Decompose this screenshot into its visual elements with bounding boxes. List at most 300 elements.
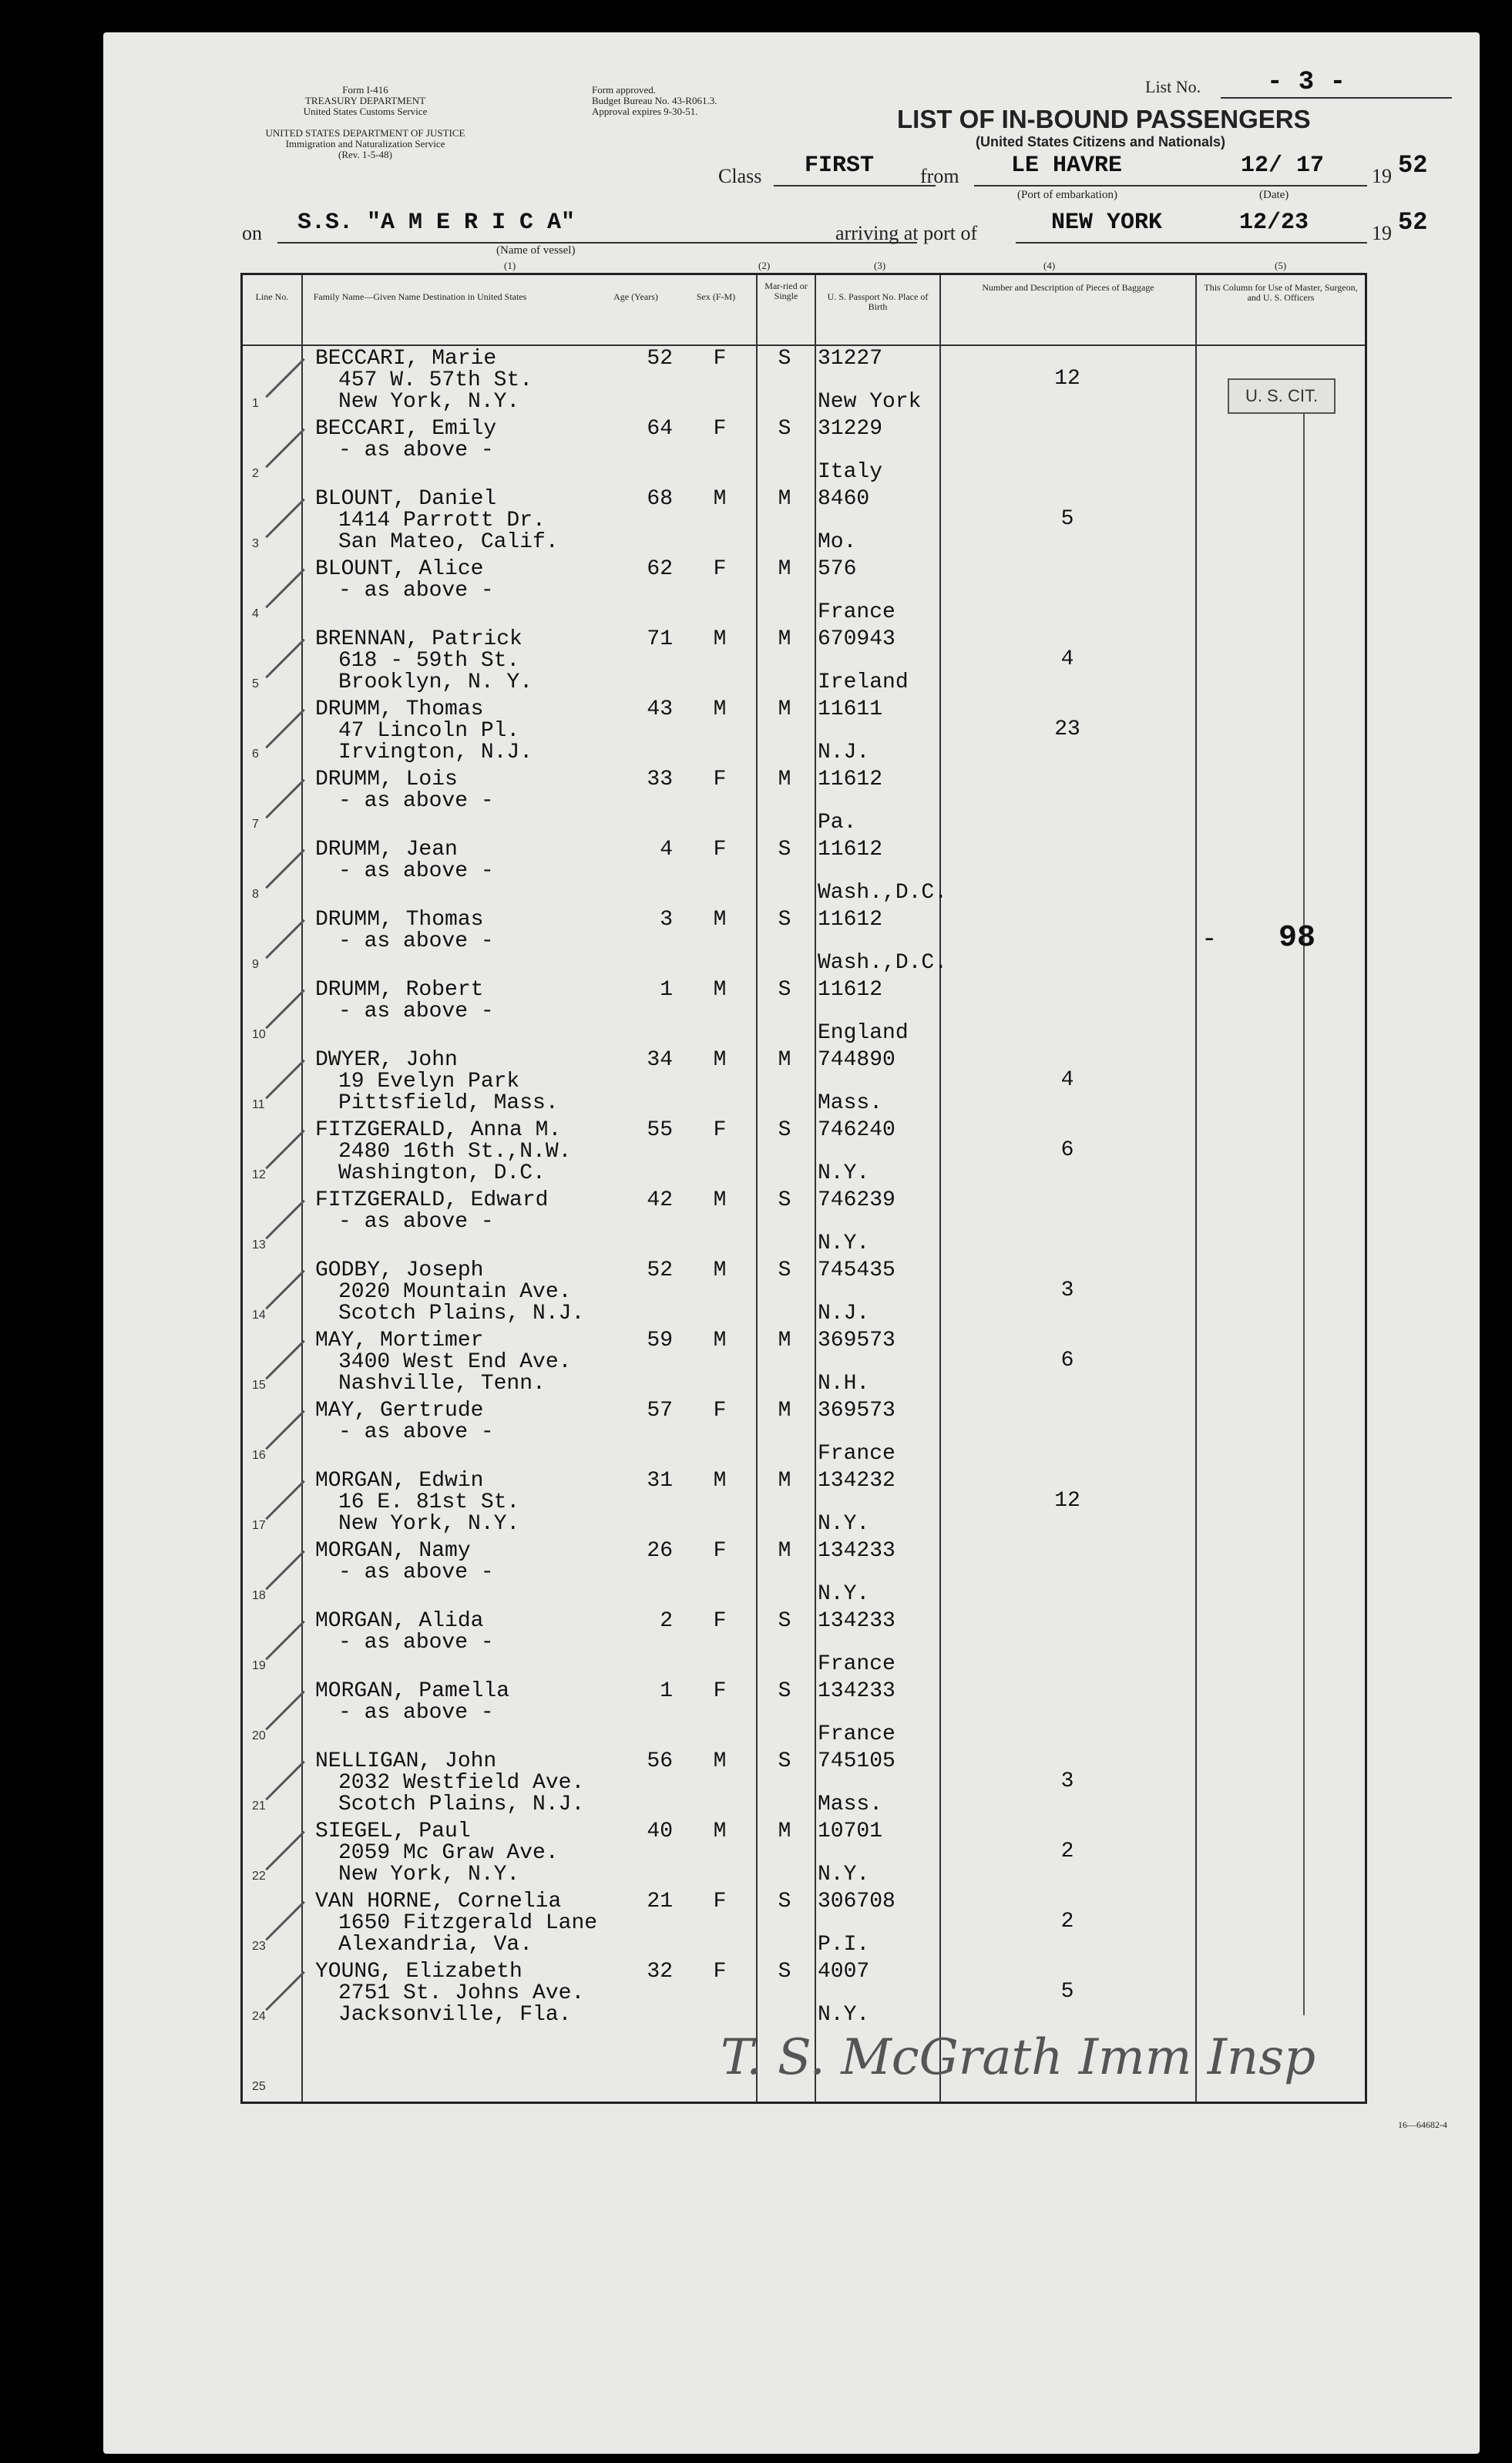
marital-status: S (778, 1609, 791, 1633)
baggage-count: 2 (1060, 1840, 1074, 1863)
col-header-line: Line No. (255, 291, 289, 302)
col-num-2: (2) (758, 260, 771, 271)
passenger-name: MAY, Gertrude (315, 1399, 484, 1423)
passenger-name: DWYER, John (315, 1048, 458, 1072)
passenger-age: 42 (647, 1188, 673, 1212)
list-number-label: List No. (1145, 77, 1201, 96)
passenger-sex: F (713, 557, 727, 581)
passenger-age: 64 (647, 417, 673, 441)
col-header-passport: U. S. Passport No. Place of Birth (827, 291, 929, 312)
baggage-count: 5 (1060, 1980, 1074, 2004)
vessel-caption: (Name of vessel) (496, 244, 576, 257)
passenger-sex: M (713, 908, 727, 932)
check-mark (265, 1971, 305, 2011)
passport-number: 8460 (818, 487, 870, 511)
place-of-birth: Mass. (818, 1091, 883, 1115)
address-line-1: 2032 Westfield Ave. (338, 1771, 585, 1795)
passenger-sex: M (713, 1258, 727, 1282)
check-mark (265, 1901, 305, 1941)
check-mark (265, 358, 305, 398)
baggage-count: 6 (1060, 1349, 1074, 1373)
passenger-sex: F (713, 768, 727, 791)
passport-number: 134233 (818, 1539, 895, 1563)
place-of-birth: Wash.,D.C. (818, 881, 948, 905)
passport-number: 4007 (818, 1960, 870, 1984)
address-line-1: 2059 Mc Graw Ave. (338, 1841, 559, 1865)
arrival-port-underline (1016, 242, 1247, 244)
marital-status: M (778, 768, 791, 791)
place-of-birth: N.Y. (818, 1582, 870, 1606)
passenger-name: MORGAN, Alida (315, 1609, 484, 1633)
place-of-birth: P.I. (818, 1933, 870, 1957)
passenger-sex: F (713, 838, 727, 862)
on-label: on (242, 222, 262, 244)
address-line-2: Nashville, Tenn. (338, 1372, 546, 1396)
vessel-name: S.S. "A M E R I C A" (297, 210, 576, 236)
passenger-sex: F (713, 347, 727, 371)
place-of-birth: N.Y. (818, 1161, 870, 1185)
baggage-count: 2 (1060, 1910, 1074, 1934)
line-number: 2 (252, 467, 259, 480)
address-line-2: New York, N.Y. (338, 1512, 520, 1536)
manifest-sheet (103, 32, 1480, 2454)
passenger-name: FITZGERALD, Edward (315, 1188, 549, 1212)
line-number: 14 (252, 1309, 266, 1322)
class-label: Class (718, 165, 762, 187)
place-of-birth: N.Y. (818, 1512, 870, 1536)
arrival-year: 52 (1398, 208, 1428, 237)
line-number: 24 (252, 2010, 266, 2023)
table-row (243, 346, 1365, 415)
table-row (243, 556, 1365, 626)
passenger-sex: F (713, 1960, 727, 1984)
line-number: 19 (252, 1659, 266, 1672)
line-number: 12 (252, 1168, 266, 1181)
check-mark (265, 1480, 305, 1520)
marital-status: M (778, 697, 791, 721)
col-header-sex: Sex (F-M) (696, 291, 736, 302)
address-line-2: Pittsfield, Mass. (338, 1091, 559, 1115)
baggage-count: 6 (1060, 1138, 1074, 1162)
line-number: 18 (252, 1589, 266, 1602)
passenger-age: 62 (647, 557, 673, 581)
passenger-sex: F (713, 1609, 727, 1633)
form-number: Form I-416 (342, 84, 388, 96)
passenger-name: DRUMM, Jean (315, 838, 458, 862)
table-row (243, 1258, 1365, 1327)
marital-status: M (778, 1048, 791, 1072)
address-line-2: New York, N.Y. (338, 390, 520, 414)
check-mark (265, 919, 305, 959)
passenger-sex: M (713, 697, 727, 721)
line-number: 22 (252, 1870, 266, 1883)
col-header-baggage: Number and Description of Pieces of Baggage (982, 282, 1154, 293)
address-line-1: - as above - (338, 579, 494, 603)
passenger-age: 33 (647, 768, 673, 791)
passenger-name: MORGAN, Namy (315, 1539, 471, 1563)
form-approved: Form approved. (592, 84, 657, 96)
check-mark (265, 1200, 305, 1240)
place-of-birth: France (818, 1442, 895, 1466)
table-row (243, 627, 1365, 696)
inspector-signature: T. S. McGrath Imm Insp (721, 2029, 1316, 2086)
marital-status: S (778, 1749, 791, 1773)
marital-status: M (778, 1329, 791, 1352)
check-mark (265, 849, 305, 889)
table-row (243, 1959, 1365, 2028)
check-mark (265, 1551, 305, 1591)
line-number: 25 (252, 2080, 266, 2093)
marital-status: S (778, 978, 791, 1002)
baggage-count: 3 (1060, 1769, 1074, 1793)
marital-status: M (778, 1469, 791, 1493)
address-line-1: - as above - (338, 1701, 494, 1725)
passport-number: 11612 (818, 978, 883, 1002)
passenger-age: 2 (660, 1609, 673, 1633)
line-number: 7 (252, 818, 259, 831)
passenger-name: MORGAN, Pamella (315, 1679, 510, 1703)
place-of-birth: France (818, 1722, 895, 1746)
baggage-count: 5 (1060, 507, 1074, 531)
col-num-3: (3) (874, 260, 886, 271)
embark-year: 52 (1398, 151, 1428, 180)
address-line-2: Scotch Plains, N.J. (338, 1302, 585, 1326)
passport-number: 369573 (818, 1399, 895, 1423)
passenger-age: 1 (660, 1679, 673, 1703)
passport-number: 369573 (818, 1329, 895, 1352)
table-row (243, 486, 1365, 556)
arrival-year-prefix: 19 (1372, 222, 1392, 244)
table-row (243, 416, 1365, 486)
form-header-justice (234, 128, 496, 160)
passenger-sex: F (713, 1890, 727, 1914)
dept-justice: UNITED STATES DEPARTMENT OF JUSTICE (265, 127, 465, 139)
passenger-age: 68 (647, 487, 673, 511)
passenger-sex: F (713, 1679, 727, 1703)
check-mark (265, 499, 305, 539)
place-of-birth: New York (818, 390, 922, 414)
address-line-2: San Mateo, Calif. (338, 530, 559, 554)
table-row (243, 1328, 1365, 1397)
passenger-age: 59 (647, 1329, 673, 1352)
passenger-name: FITZGERALD, Anna M. (315, 1118, 562, 1142)
class-value: FIRST (805, 153, 875, 179)
address-line-1: 1650 Fitzgerald Lane (338, 1911, 598, 1935)
address-line-1: - as above - (338, 439, 494, 462)
marital-status: S (778, 1890, 791, 1914)
address-line-2: Scotch Plains, N.J. (338, 1793, 585, 1816)
place-of-birth: N.H. (818, 1372, 870, 1396)
passenger-rows (243, 346, 1365, 2102)
budget-bureau: Budget Bureau No. 43-R061.3. (592, 95, 717, 106)
class-underline (774, 185, 936, 186)
passenger-sex: M (713, 978, 727, 1002)
marital-status: S (778, 838, 791, 862)
address-line-1: 2751 St. Johns Ave. (338, 1981, 585, 2005)
passport-number: 746239 (818, 1188, 895, 1212)
table-row (243, 1819, 1365, 1888)
passenger-age: 34 (647, 1048, 673, 1072)
place-of-birth: Pa. (818, 811, 857, 835)
check-mark (265, 1691, 305, 1731)
footer-code: 16—64682-4 (1398, 2119, 1447, 2130)
passenger-age: 52 (647, 1258, 673, 1282)
passenger-name: NELLIGAN, John (315, 1749, 497, 1773)
line-number: 8 (252, 888, 259, 901)
embark-caption: (Port of embarkation) (1017, 189, 1117, 201)
table-row (243, 837, 1365, 906)
embark-year-prefix: 19 (1372, 165, 1392, 187)
baggage-count: 4 (1060, 1068, 1074, 1092)
passport-number: 670943 (818, 627, 895, 651)
check-mark (265, 779, 305, 819)
place-of-birth: Mo. (818, 530, 857, 554)
manifest-subtitle: (United States Citizens and Nationals) (976, 134, 1226, 150)
table-row (243, 1398, 1365, 1467)
check-mark (265, 1270, 305, 1310)
place-of-birth: N.J. (818, 741, 870, 764)
list-number-underline (1221, 97, 1452, 99)
passenger-age: 40 (647, 1820, 673, 1843)
line-number: 13 (252, 1238, 266, 1252)
baggage-count: 3 (1060, 1279, 1074, 1302)
passenger-sex: F (713, 1118, 727, 1142)
check-mark (265, 569, 305, 609)
arriving-label: arriving at port of (835, 222, 978, 244)
passport-number: 11612 (818, 908, 883, 932)
passenger-name: GODBY, Joseph (315, 1258, 484, 1282)
marital-status: S (778, 1258, 791, 1282)
table-row (243, 697, 1365, 766)
check-mark (265, 1410, 305, 1450)
line-number: 1 (252, 397, 259, 410)
table-row (243, 977, 1365, 1047)
table-row (243, 1889, 1365, 1958)
address-line-2: Alexandria, Va. (338, 1933, 533, 1957)
passenger-age: 52 (647, 347, 673, 371)
manifest-title: LIST OF IN-BOUND PASSENGERS (897, 105, 1311, 133)
passenger-sex: F (713, 1399, 727, 1423)
address-line-1: 2480 16th St.,N.W. (338, 1140, 572, 1164)
passenger-age: 57 (647, 1399, 673, 1423)
embarkation-port: LE HAVRE (1011, 153, 1123, 179)
address-line-1: 47 Lincoln Pl. (338, 719, 520, 743)
line-number: 11 (252, 1098, 265, 1111)
table-row (243, 907, 1365, 976)
place-of-birth: N.J. (818, 1302, 870, 1326)
passport-number: 10701 (818, 1820, 883, 1843)
check-mark (265, 1831, 305, 1871)
from-label: from (920, 165, 959, 187)
col-num-5: (5) (1275, 260, 1287, 271)
col-header-name: Family Name—Given Name Destination in United States (313, 291, 527, 302)
baggage-count: 4 (1060, 647, 1074, 671)
dept-treasury-sub: United States Customs Service (303, 106, 428, 117)
line-number: 23 (252, 1940, 266, 1953)
address-line-1: - as above - (338, 1000, 494, 1023)
check-mark (265, 639, 305, 679)
line-number: 9 (252, 958, 259, 971)
passenger-age: 43 (647, 697, 673, 721)
passenger-sex: F (713, 417, 727, 441)
marital-status: M (778, 557, 791, 581)
place-of-birth: N.Y. (818, 2003, 870, 2027)
dept-justice-sub: Immigration and Naturalization Service (285, 138, 445, 150)
address-line-1: 3400 West End Ave. (338, 1350, 572, 1374)
place-of-birth: France (818, 1652, 895, 1676)
place-of-birth: England (818, 1021, 909, 1045)
passenger-age: 56 (647, 1749, 673, 1773)
table-row (243, 1117, 1365, 1187)
check-mark (265, 990, 305, 1030)
passport-number: 744890 (818, 1048, 895, 1072)
table-row (243, 1047, 1365, 1117)
passenger-age: 4 (660, 838, 673, 862)
passenger-name: DRUMM, Thomas (315, 697, 484, 721)
check-mark (265, 428, 305, 469)
vessel-underline (277, 242, 917, 244)
passport-number: 306708 (818, 1890, 895, 1914)
address-line-1: - as above - (338, 1210, 494, 1234)
address-line-1: 1414 Parrott Dr. (338, 509, 546, 533)
form-approval (592, 85, 717, 117)
check-mark (265, 1340, 305, 1380)
passport-number: 11612 (818, 838, 883, 862)
line-number: 15 (252, 1379, 266, 1392)
line-number: 16 (252, 1449, 266, 1462)
passport-number: 134232 (818, 1469, 895, 1493)
line-number: 17 (252, 1519, 266, 1532)
marital-status: S (778, 417, 791, 441)
address-line-1: 16 E. 81st St. (338, 1490, 520, 1514)
officer-count: 98 (1278, 921, 1316, 956)
address-line-1: 2020 Mountain Ave. (338, 1280, 572, 1304)
passenger-name: BECCARI, Marie (315, 347, 497, 371)
passenger-name: DRUMM, Robert (315, 978, 484, 1002)
embark-date-underline (1236, 185, 1367, 186)
passport-number: 746240 (818, 1118, 895, 1142)
marital-status: S (778, 1679, 791, 1703)
address-line-2: Jacksonville, Fla. (338, 2003, 572, 2027)
col-num-4: (4) (1043, 260, 1056, 271)
marital-status: S (778, 1118, 791, 1142)
address-line-1: - as above - (338, 1561, 494, 1584)
officer-dash: - (1201, 926, 1218, 955)
arrival-date-underline (1236, 242, 1367, 244)
address-line-1: - as above - (338, 1631, 494, 1655)
address-line-1: 618 - 59th St. (338, 649, 520, 673)
passport-number: 745105 (818, 1749, 895, 1773)
line-number: 5 (252, 677, 259, 691)
col-header-married: Mar-ried or Single (764, 281, 808, 301)
address-line-1: - as above - (338, 859, 494, 883)
line-number: 21 (252, 1799, 266, 1813)
form-header-left (265, 85, 465, 117)
check-mark (265, 709, 305, 749)
passport-number: 11612 (818, 768, 883, 791)
marital-status: M (778, 1539, 791, 1563)
place-of-birth: France (818, 600, 895, 624)
marital-status: S (778, 908, 791, 932)
address-line-1: 457 W. 57th St. (338, 368, 533, 392)
table-row (243, 767, 1365, 836)
passenger-age: 31 (647, 1469, 673, 1493)
passenger-name: MAY, Mortimer (315, 1329, 484, 1352)
form-revision: (Rev. 1-5-48) (338, 149, 392, 160)
passenger-sex: M (713, 1749, 727, 1773)
passenger-name: SIEGEL, Paul (315, 1820, 471, 1843)
address-line-2: Brooklyn, N. Y. (338, 670, 533, 694)
passport-number: 11611 (818, 697, 883, 721)
marital-status: S (778, 1188, 791, 1212)
col-header-officers: This Column for Use of Master, Surgeon, and U. S. Officers (1204, 282, 1358, 303)
passenger-sex: M (713, 1820, 727, 1843)
line-number: 6 (252, 748, 259, 761)
passenger-age: 71 (647, 627, 673, 651)
table-row (243, 1188, 1365, 1257)
passenger-sex: M (713, 1469, 727, 1493)
embark-underline (974, 185, 1236, 186)
date-caption: (Date) (1259, 189, 1289, 201)
marital-status: M (778, 627, 791, 651)
approval-expires: Approval expires 9-30-51. (592, 106, 698, 117)
place-of-birth: N.Y. (818, 1232, 870, 1255)
us-citizen-stamp: U. S. CIT. (1228, 378, 1336, 414)
passenger-name: DRUMM, Thomas (315, 908, 484, 932)
arrival-date: 12/23 (1239, 210, 1309, 236)
passenger-name: YOUNG, Elizabeth (315, 1960, 522, 1984)
table-row (243, 1749, 1365, 1818)
line-number: 20 (252, 1729, 266, 1742)
address-line-1: - as above - (338, 1420, 494, 1444)
passenger-sex: M (713, 1048, 727, 1072)
check-mark (265, 1621, 305, 1661)
table-row (243, 1468, 1365, 1537)
col-num-1: (1) (504, 260, 516, 271)
passenger-name: MORGAN, Edwin (315, 1469, 484, 1493)
check-mark (265, 1060, 305, 1100)
officer-vertical-line (1303, 412, 1305, 2015)
passenger-sex: M (713, 1188, 727, 1212)
passenger-table (240, 273, 1367, 2104)
list-number-value: - 3 - (1267, 68, 1346, 97)
table-row (243, 1608, 1365, 1678)
passport-number: 576 (818, 557, 857, 581)
place-of-birth: N.Y. (818, 1863, 870, 1887)
marital-status: M (778, 1399, 791, 1423)
passport-number: 134233 (818, 1679, 895, 1703)
address-line-2: Washington, D.C. (338, 1161, 546, 1185)
marital-status: S (778, 1960, 791, 1984)
table-row (243, 1678, 1365, 1748)
passport-number: 31229 (818, 417, 883, 441)
passenger-sex: F (713, 1539, 727, 1563)
place-of-birth: Ireland (818, 670, 909, 694)
place-of-birth: Mass. (818, 1793, 883, 1816)
baggage-count: 12 (1054, 1489, 1080, 1513)
passenger-age: 26 (647, 1539, 673, 1563)
marital-status: S (778, 347, 791, 371)
passport-number: 745435 (818, 1258, 895, 1282)
passenger-age: 1 (660, 978, 673, 1002)
passport-number: 31227 (818, 347, 883, 371)
passenger-name: BLOUNT, Daniel (315, 487, 497, 511)
passport-number: 134233 (818, 1609, 895, 1633)
line-number: 3 (252, 537, 259, 550)
dept-treasury: TREASURY DEPARTMENT (304, 95, 426, 106)
address-line-1: - as above - (338, 929, 494, 953)
address-line-1: - as above - (338, 789, 494, 813)
